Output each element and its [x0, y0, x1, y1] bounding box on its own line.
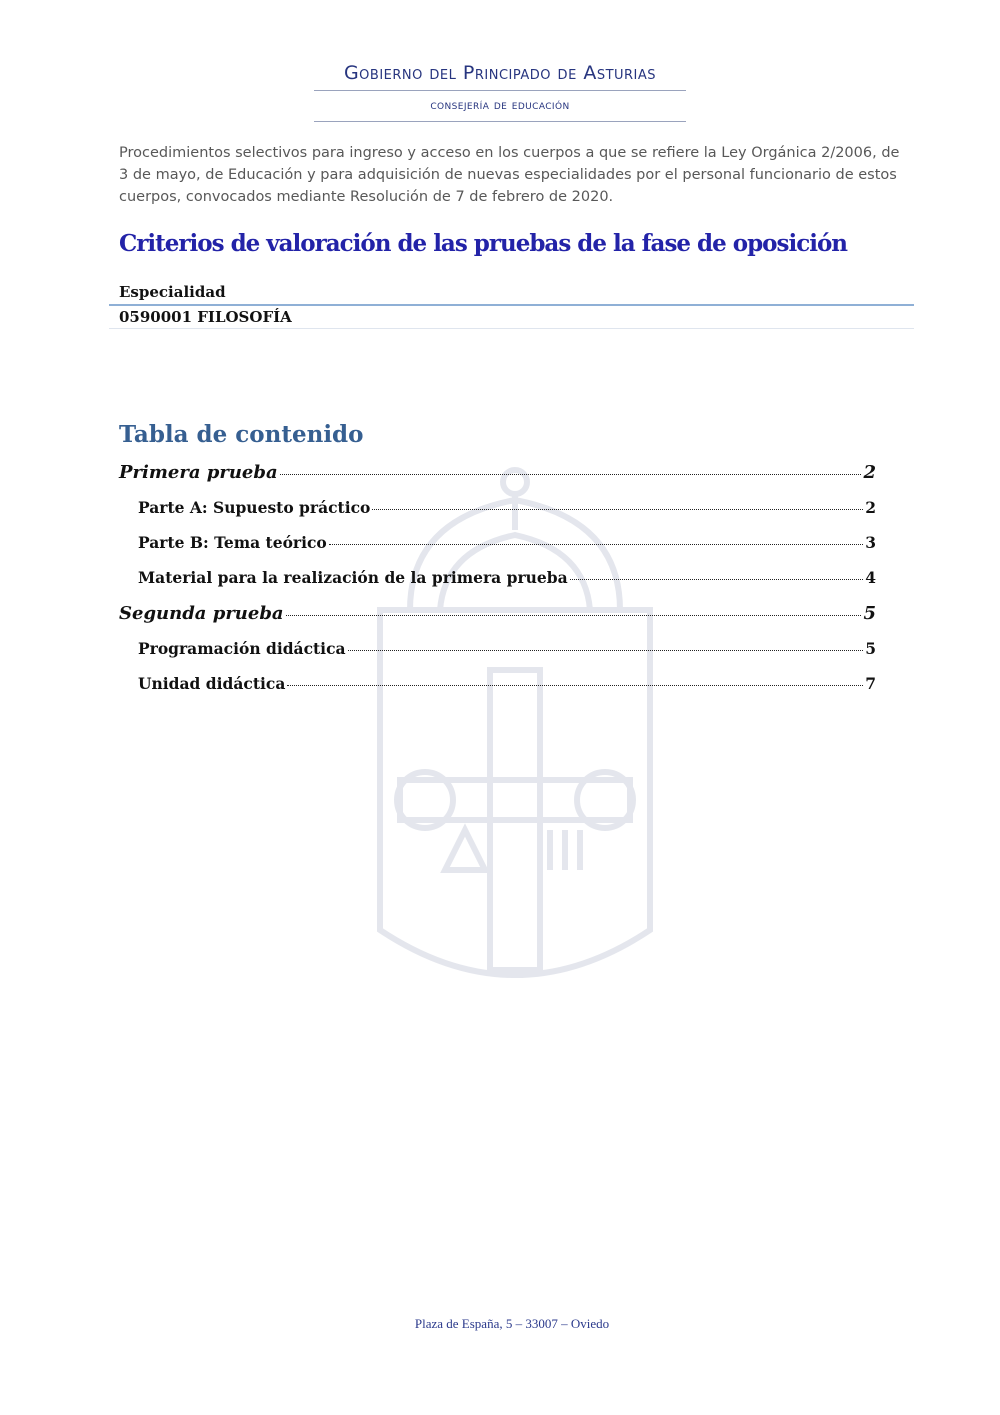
toc-entry-text: Segunda prueba [119, 603, 284, 624]
toc-entry-page: 5 [865, 639, 876, 658]
specialty-rule [109, 304, 914, 306]
toc-entry[interactable] [138, 568, 876, 595]
toc-entry[interactable] [138, 674, 876, 701]
toc-entry-text: Primera prueba [119, 462, 278, 483]
toc-leader-dots [329, 544, 863, 545]
specialty-rule-light [109, 328, 914, 329]
toc-entry[interactable] [119, 462, 876, 490]
toc-entry-text: Parte B: Tema teórico [138, 533, 327, 552]
toc-leader-dots [287, 685, 863, 686]
department-name: consejería de educación [430, 98, 570, 113]
toc-entry-page: 3 [865, 533, 876, 552]
toc-heading: Tabla de contenido [119, 421, 364, 448]
toc-leader-dots [348, 650, 864, 651]
toc-entry[interactable] [138, 639, 876, 666]
toc-entry-page: 4 [865, 568, 876, 587]
page-footer-address: Plaza de España, 5 – 33007 – Oviedo [414, 1316, 610, 1331]
toc-entry[interactable] [119, 603, 876, 631]
specialty-value: 0590001 FILOSOFÍA [119, 308, 292, 326]
toc-entry-text: Programación didáctica [138, 639, 346, 658]
toc-leader-dots [570, 579, 864, 580]
toc-leader-dots [372, 509, 863, 510]
toc-leader-dots [280, 474, 862, 475]
toc-leader-dots [286, 615, 862, 616]
toc-entry-page: 2 [865, 498, 876, 517]
toc-entry-text: Material para la realización de la primera prueba [138, 568, 568, 587]
toc-entry-text: Parte A: Supuesto práctico [138, 498, 371, 517]
table-of-contents [119, 462, 876, 709]
toc-entry-page: 2 [863, 462, 876, 483]
specialty-label: Especialidad [119, 283, 226, 301]
toc-entry-text: Unidad didáctica [138, 674, 286, 693]
document-header [314, 60, 686, 126]
government-name: Gobierno del Principado de Asturias [343, 62, 657, 84]
intro-paragraph: Procedimientos selectivos para ingreso y acceso en los cuerpos a que se refiere la Ley Orgánica 2/2006, de 3 de mayo, de Educación y para adquisición de nuevas especialidades por el personal funcionario de estos cuerpos, convocados mediante Resolución de 7 de febrero de 2020. [119, 145, 900, 205]
toc-entry-page: 7 [865, 674, 876, 693]
toc-entry[interactable] [138, 533, 876, 560]
header-rule-top [314, 90, 686, 91]
document-title: Criterios de valoración de las pruebas de la fase de oposición [119, 230, 848, 257]
toc-entry-page: 5 [863, 603, 876, 624]
header-rule-bottom [314, 121, 686, 122]
toc-entry[interactable] [138, 498, 876, 525]
